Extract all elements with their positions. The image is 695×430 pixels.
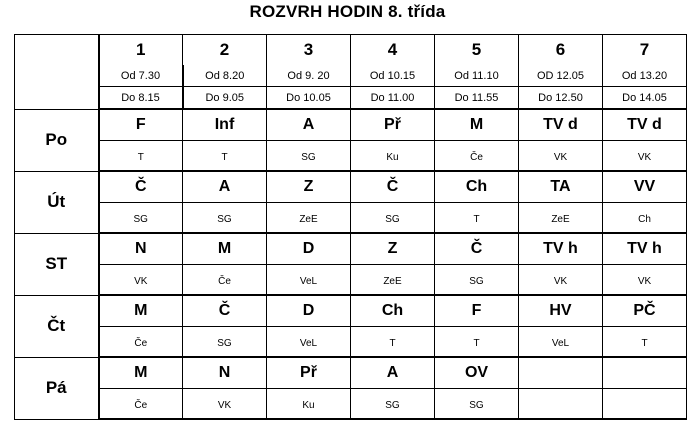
lesson-subject: OV xyxy=(435,357,519,389)
lesson-teacher: SG xyxy=(217,337,232,349)
lesson-teacher-cell xyxy=(435,389,519,420)
lesson-teacher-cell xyxy=(99,141,183,172)
period-end-time: Do 11.55 xyxy=(435,87,519,110)
lesson-teacher-cell xyxy=(99,389,183,420)
period-start-time: Od 8.20 xyxy=(183,65,267,87)
lesson-teacher: T xyxy=(389,337,396,349)
period-end-time: Do 12.50 xyxy=(519,87,603,110)
lesson-teacher-cell xyxy=(183,327,267,358)
lesson-teacher: VK xyxy=(553,275,568,287)
period-end-time: Do 14.05 xyxy=(603,87,687,110)
lesson-teacher: Če xyxy=(134,399,148,411)
day-subject-row xyxy=(15,233,687,265)
period-end-row xyxy=(15,87,687,110)
lesson-teacher: Če xyxy=(218,275,231,287)
period-start-time: Od 13.20 xyxy=(603,65,687,87)
period-end-time: Do 10.05 xyxy=(267,87,351,110)
lesson-teacher-cell xyxy=(519,265,603,296)
period-end-time: Do 11.00 xyxy=(351,87,435,110)
lesson-subject: HV xyxy=(519,295,603,327)
lesson-subject: F xyxy=(435,295,519,327)
period-start-time: Od 9. 20 xyxy=(267,65,351,87)
lesson-subject: Z xyxy=(351,233,435,265)
day-label: ST xyxy=(15,233,99,295)
lesson-teacher: SG xyxy=(385,399,400,411)
lesson-teacher-cell xyxy=(603,327,687,358)
period-number: 6 xyxy=(519,35,603,66)
lesson-subject xyxy=(603,357,687,389)
period-end-time: Do 9.05 xyxy=(183,87,267,110)
page-title: ROZVRH HODIN 8. třída xyxy=(249,2,446,21)
lesson-subject: M xyxy=(99,295,183,327)
day-teacher-row xyxy=(15,141,687,172)
day-teacher-row xyxy=(15,389,687,420)
lesson-teacher-cell xyxy=(519,141,603,172)
lesson-subject: A xyxy=(183,171,267,203)
lesson-teacher: SG xyxy=(469,399,484,411)
lesson-teacher-cell xyxy=(267,265,351,296)
lesson-subject: M xyxy=(183,233,267,265)
lesson-teacher-cell xyxy=(519,389,603,420)
lesson-teacher: SG xyxy=(385,213,400,225)
lesson-subject: N xyxy=(183,357,267,389)
lesson-teacher: T xyxy=(473,337,480,349)
lesson-teacher-cell xyxy=(267,203,351,234)
lesson-subject: Č xyxy=(99,171,183,203)
lesson-teacher-cell xyxy=(435,327,519,358)
lesson-teacher-cell xyxy=(183,389,267,420)
lesson-teacher: VeL xyxy=(299,337,318,349)
period-number: 4 xyxy=(351,35,435,66)
lesson-teacher: VK xyxy=(553,151,568,163)
lesson-teacher-cell xyxy=(435,203,519,234)
lesson-teacher: Ku xyxy=(302,399,315,411)
lesson-subject: F xyxy=(99,109,183,141)
lesson-teacher: ZeE xyxy=(299,213,318,225)
period-number: 5 xyxy=(435,35,519,66)
lesson-subject: D xyxy=(267,295,351,327)
lesson-teacher-cell xyxy=(183,203,267,234)
period-number: 2 xyxy=(183,35,267,66)
lesson-teacher: SG xyxy=(217,213,232,225)
day-label: Út xyxy=(15,171,99,233)
lesson-teacher: VK xyxy=(217,399,232,411)
lesson-subject: Č xyxy=(435,233,519,265)
lesson-teacher: VK xyxy=(134,275,148,287)
lesson-teacher-cell xyxy=(183,141,267,172)
lesson-teacher: SG xyxy=(133,213,148,225)
period-number: 7 xyxy=(603,35,687,66)
timetable xyxy=(14,34,687,420)
lesson-subject: PČ xyxy=(603,295,687,327)
lesson-teacher-cell xyxy=(603,203,687,234)
lesson-teacher-cell xyxy=(435,141,519,172)
lesson-teacher-cell xyxy=(603,141,687,172)
lesson-subject: A xyxy=(267,109,351,141)
lesson-teacher-cell xyxy=(603,389,687,420)
lesson-subject: TV h xyxy=(603,233,687,265)
day-subject-row xyxy=(15,171,687,203)
lesson-teacher: T xyxy=(641,337,648,349)
corner-cell xyxy=(15,35,99,110)
lesson-subject: M xyxy=(435,109,519,141)
lesson-teacher-cell xyxy=(435,265,519,296)
day-teacher-row xyxy=(15,327,687,358)
period-start-time: Od 10.15 xyxy=(351,65,435,87)
lesson-teacher-cell xyxy=(519,203,603,234)
lesson-teacher: ZeE xyxy=(551,213,570,225)
lesson-teacher-cell xyxy=(351,203,435,234)
period-end-time: Do 8.15 xyxy=(99,87,183,110)
lesson-teacher: Če xyxy=(134,337,148,349)
lesson-teacher-cell xyxy=(351,389,435,420)
day-subject-row xyxy=(15,109,687,141)
lesson-teacher-cell xyxy=(267,141,351,172)
period-start-time: OD 12.05 xyxy=(519,65,603,87)
lesson-subject: Ch xyxy=(435,171,519,203)
lesson-teacher: VK xyxy=(637,275,652,287)
lesson-teacher: SG xyxy=(469,275,484,287)
day-teacher-row xyxy=(15,203,687,234)
day-teacher-row xyxy=(15,265,687,296)
lesson-subject: Př xyxy=(351,109,435,141)
day-subject-row xyxy=(15,357,687,389)
lesson-subject: A xyxy=(351,357,435,389)
lesson-teacher-cell xyxy=(351,141,435,172)
lesson-teacher-cell xyxy=(351,265,435,296)
lesson-teacher: T xyxy=(473,213,480,225)
lesson-subject: TA xyxy=(519,171,603,203)
period-number-row xyxy=(15,35,687,66)
lesson-teacher-cell xyxy=(99,203,183,234)
lesson-subject: N xyxy=(99,233,183,265)
lesson-subject: Inf xyxy=(183,109,267,141)
lesson-teacher-cell xyxy=(519,327,603,358)
lesson-teacher-cell xyxy=(183,265,267,296)
lesson-teacher-cell xyxy=(603,265,687,296)
lesson-teacher: VeL xyxy=(551,337,570,349)
lesson-subject: Př xyxy=(267,357,351,389)
lesson-teacher: VK xyxy=(637,151,652,163)
day-label: Pá xyxy=(15,357,99,419)
lesson-teacher-cell xyxy=(99,327,183,358)
lesson-subject: Č xyxy=(351,171,435,203)
lesson-subject: TV d xyxy=(603,109,687,141)
lesson-teacher-cell xyxy=(99,265,183,296)
lesson-teacher: T xyxy=(137,151,144,163)
lesson-teacher: SG xyxy=(301,151,316,163)
period-number: 3 xyxy=(267,35,351,66)
period-start-time: Od 7.30 xyxy=(99,65,183,87)
period-number: 1 xyxy=(99,35,183,66)
period-start-row xyxy=(15,65,687,87)
lesson-teacher: Če xyxy=(470,151,483,163)
day-label: Po xyxy=(15,109,99,171)
day-subject-row xyxy=(15,295,687,327)
lesson-teacher: ZeE xyxy=(383,275,402,287)
lesson-teacher-cell xyxy=(267,327,351,358)
lesson-subject: TV d xyxy=(519,109,603,141)
lesson-subject: Č xyxy=(183,295,267,327)
lesson-subject xyxy=(519,357,603,389)
lesson-subject: Z xyxy=(267,171,351,203)
lesson-teacher-cell xyxy=(351,327,435,358)
day-label: Čt xyxy=(15,295,99,357)
lesson-subject: VV xyxy=(603,171,687,203)
lesson-subject: D xyxy=(267,233,351,265)
lesson-subject: M xyxy=(99,357,183,389)
lesson-teacher: VeL xyxy=(299,275,318,287)
lesson-subject: TV h xyxy=(519,233,603,265)
lesson-subject: Ch xyxy=(351,295,435,327)
lesson-teacher: Ch xyxy=(638,213,651,225)
lesson-teacher-cell xyxy=(267,389,351,420)
period-start-time: Od 11.10 xyxy=(435,65,519,87)
lesson-teacher: T xyxy=(221,151,228,163)
lesson-teacher: Ku xyxy=(386,151,399,163)
